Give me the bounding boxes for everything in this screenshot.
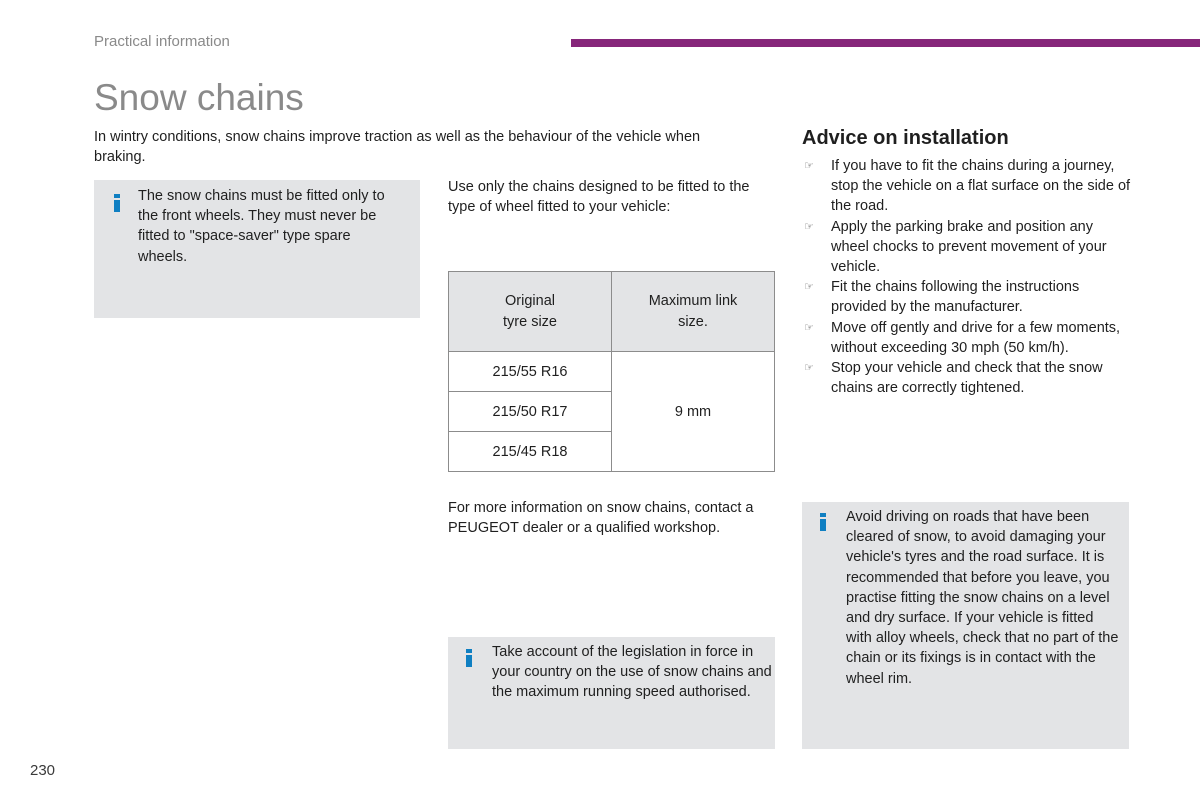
table-cell-tyre-size: 215/45 R18	[449, 432, 612, 472]
list-item	[802, 217, 1132, 278]
info-icon	[466, 649, 472, 653]
info-note-text: Avoid driving on roads that have been cleared of snow, to avoid damaging your vehicle's tyres and the road surface. It is recommended that before you leave, you practise fitting the snow chains on a level and dry surface. If your vehicle is fitted with alloy wheels, check that no part of the chain or its fixings is in contact with the wheel rim.	[846, 509, 1119, 687]
list-item	[802, 277, 1132, 317]
page-number: 230	[30, 762, 56, 779]
list-item-text: Fit the chains following the instructions provided by the manufacturer.	[831, 279, 1080, 316]
pointing-hand-icon: ☞	[804, 320, 814, 334]
pointing-hand-icon: ☞	[804, 361, 814, 375]
section-title: Practical information	[94, 33, 230, 50]
list-item-text: If you have to fit the chains during a journey, stop the vehicle on a flat surface on the side of the road.	[831, 158, 1131, 215]
pointing-hand-icon: ☞	[804, 159, 814, 172]
info-icon-bar	[820, 519, 826, 531]
table-header-label: Original tyre size	[503, 293, 557, 330]
advice-heading: Advice on installation	[802, 127, 1009, 149]
info-note-legislation	[448, 637, 775, 749]
list-item	[802, 156, 1132, 217]
table-cell-link-size: 9 mm	[612, 352, 775, 472]
tyre-chain-table	[448, 271, 775, 472]
info-note-text: Take account of the legislation in force in your country on the use of snow chains and the maximum running speed authorised.	[492, 644, 772, 701]
list-item-text: Move off gently and drive for a few moments, without exceeding 30 mph (50 km/h).	[831, 319, 1121, 356]
chains-intro-paragraph: Use only the chains designed to be fitted to the type of wheel fitted to your vehicle:	[448, 179, 750, 216]
header-accent-bar	[571, 39, 1200, 47]
list-item	[802, 358, 1132, 398]
table-cell-tyre-size: 215/55 R16	[449, 352, 612, 392]
info-icon	[114, 194, 120, 198]
list-item	[802, 318, 1132, 358]
intro-paragraph: In wintry conditions, snow chains improve traction as well as the behaviour of the vehicle when braking.	[94, 129, 701, 166]
table-cell-tyre-size: 215/50 R17	[449, 392, 612, 432]
table-header-tyre-size	[449, 272, 612, 352]
table-header-link-size	[612, 272, 775, 352]
info-note-cleared-roads	[802, 502, 1129, 749]
page-title: Snow chains	[94, 77, 304, 118]
installation-steps-list	[802, 156, 1132, 398]
table-row	[449, 352, 775, 392]
info-icon-bar	[114, 200, 120, 212]
list-item-text: Apply the parking brake and position any wheel chocks to prevent movement of your vehicle.	[831, 218, 1107, 276]
info-icon	[820, 513, 826, 517]
more-info-paragraph: For more information on snow chains, contact a PEUGEOT dealer or a qualified workshop.	[448, 500, 754, 537]
table-header-row	[449, 272, 775, 352]
info-note-front-wheels	[94, 180, 420, 318]
pointing-hand-icon: ☞	[804, 280, 814, 294]
table-header-label: Maximum link size.	[648, 293, 738, 330]
pointing-hand-icon: ☞	[804, 219, 814, 233]
info-note-text: The snow chains must be fitted only to the front wheels. They must never be fitted to "space-saver" type spare wheels.	[138, 188, 385, 265]
list-item-text: Stop your vehicle and check that the snow chains are correctly tightened.	[831, 360, 1103, 397]
info-icon-bar	[466, 655, 472, 667]
